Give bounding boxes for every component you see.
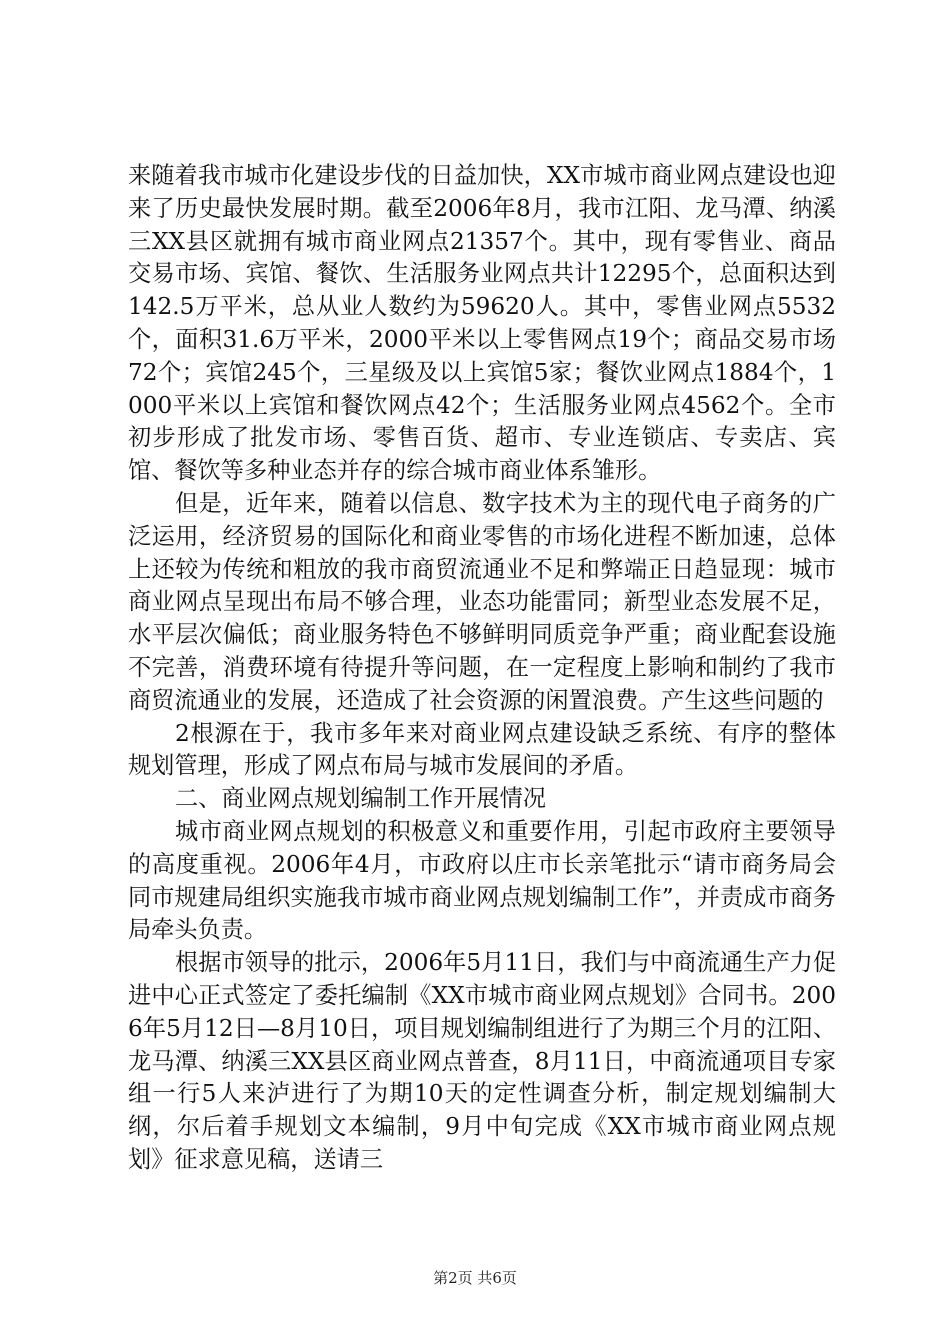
paragraph-3: 2根源在于，我市多年来对商业网点建设缺乏系统、有序的整体规划管理，形成了网点布局与城市发展间的矛盾。 — [128, 719, 836, 780]
paragraph-5: 根据市领导的批示，2006年5月11日，我们与中商流通生产力促进中心正式签定了委托编制《XX市城市商业网点规划》合同书。2006年5月12日—8月10日，项目规划编制组进行了为期三个月的江阳、龙马潭、纳溪三XX县区商业网点普查，8月11日，中商流通项目专家组一行5人来泸进行了为期10天的定性调查分析，制定规划编制大纲，尔后着手规划文本编制，9月中旬完成《XX市城市商业网点规划》征求意见稿，送请三 — [128, 949, 836, 1173]
paragraph-4: 城市商业网点规划的积极意义和重要作用，引起市政府主要领导的高度重视。2006年4月，市政府以庄市长亲笔批示“请市商务局会同市规建局组织实施我市城市商业网点规划编制工作”，并责成市商务局牵头负责。 — [128, 817, 836, 944]
document-body — [128, 160, 836, 1177]
page-footer — [0, 1268, 950, 1288]
paragraph-1: 来随着我市城市化建设步伐的日益加快，XX市城市商业网点建设也迎来了历史最快发展时期。截至2006年8月，我市江阳、龙马潭、纳溪三XX县区就拥有城市商业网点21357个。其中，现有零售业、商品交易市场、宾馆、餐饮、生活服务业网点共计12295个，总面积达到142.5万平米，总从业人数约为59620人。其中，零售业网点5532个，面积31.6万平米，2000平米以上零售网点19个；商品交易市场72个；宾馆245个，三星级及以上宾馆5家；餐饮业网点1884个，1000平米以上宾馆和餐饮网点42个；生活服务业网点4562个。全市初步形成了批发市场、零售百货、超市、专业连锁店、专卖店、宾馆、餐饮等多种业态并存的综合城市商业体系雏形。 — [128, 162, 836, 485]
page-number: 第2页 共6页 — [433, 1269, 517, 1287]
section-heading: 二、商业网点规划编制工作开展情况 — [175, 785, 546, 813]
paragraph-2: 但是，近年来，随着以信息、数字技术为主的现代电子商务的广泛运用，经济贸易的国际化和商业零售的市场化进程不断加速，总体上还较为传统和粗放的我市商贸流通业不足和弊端正日趋显现：城市商业网点呈现出布局不够合理，业态功能雷同；新型业态发展不足，水平层次偏低；商业服务特色不够鲜明同质竞争严重；商业配套设施不完善，消费环境有待提升等问题，在一定程度上影响和制约了我市商贸流通业的发展，还造成了社会资源的闲置浪费。产生这些问题的 — [128, 489, 836, 714]
